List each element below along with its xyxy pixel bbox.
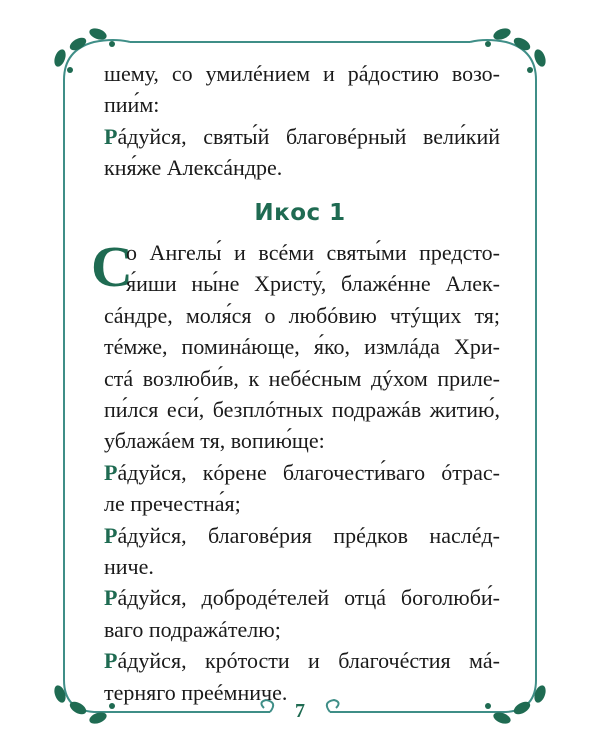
ikos-line: ублажáем тя, вопию́ще: <box>104 428 325 454</box>
refrain-line <box>104 457 500 488</box>
intro-line: шему, со умилéнием и рáдостию возо- <box>104 61 500 86</box>
intro-line: пии́м: <box>104 92 160 118</box>
refrain-text: áдуйся, кóрене благочести́ваго óтрас- <box>117 459 500 485</box>
drop-cap: С <box>91 234 133 299</box>
ikos-line: пи́лся еси́, безплóтных подражáв житию́, <box>104 397 500 423</box>
refrain-initial: Р <box>104 648 118 674</box>
ikos-line: я́иши ны́не Христу́, блажéнне Алек- <box>126 271 500 297</box>
refrain-text: áдуйся, крóтости и благочéстия мá- <box>117 648 500 674</box>
refrain-text: áдуйся, добродéтелей отцá боголюби́- <box>117 585 500 611</box>
refrain-text: áдуйся, благовéрия прéдков наслéд- <box>117 522 500 548</box>
refrain-line: ниче. <box>104 554 154 580</box>
ikos-line: о Ангелы́ и вcéми святы́ми предсто- <box>126 240 500 265</box>
refrain-initial: Р <box>104 123 118 149</box>
page-number: 7 <box>295 700 305 722</box>
ikos-block <box>104 237 500 708</box>
refrain-text: áдуйся, святы́й благовéрный вели́кий <box>117 123 500 149</box>
intro-refrain-line <box>104 121 500 152</box>
refrain-initial: Р <box>104 522 118 548</box>
section-heading: Икос 1 <box>254 200 346 226</box>
refrain-line: ваго подражáтелю; <box>104 616 281 642</box>
refrain-line <box>104 645 500 676</box>
ikos-line: сáндре, моля́ся о любóвию чтýщих тя; <box>104 302 500 328</box>
ikos-line: стá возлюби́в, к небéсным дýхом приле- <box>104 365 500 391</box>
intro-refrain-line: кня́же Алексáндре. <box>104 155 283 181</box>
refrain-line <box>104 520 500 551</box>
refrain-line: ле пречестна́я; <box>104 491 241 517</box>
refrain-line: терняго преéмниче. <box>104 679 288 705</box>
refrain-line <box>104 582 500 613</box>
refrain-initial: Р <box>104 585 118 611</box>
intro-block <box>104 58 500 184</box>
refrain-initial: Р <box>104 459 118 485</box>
ikos-line: тéмже, поминáюще, я́ко, измлáда Хри- <box>104 334 500 360</box>
